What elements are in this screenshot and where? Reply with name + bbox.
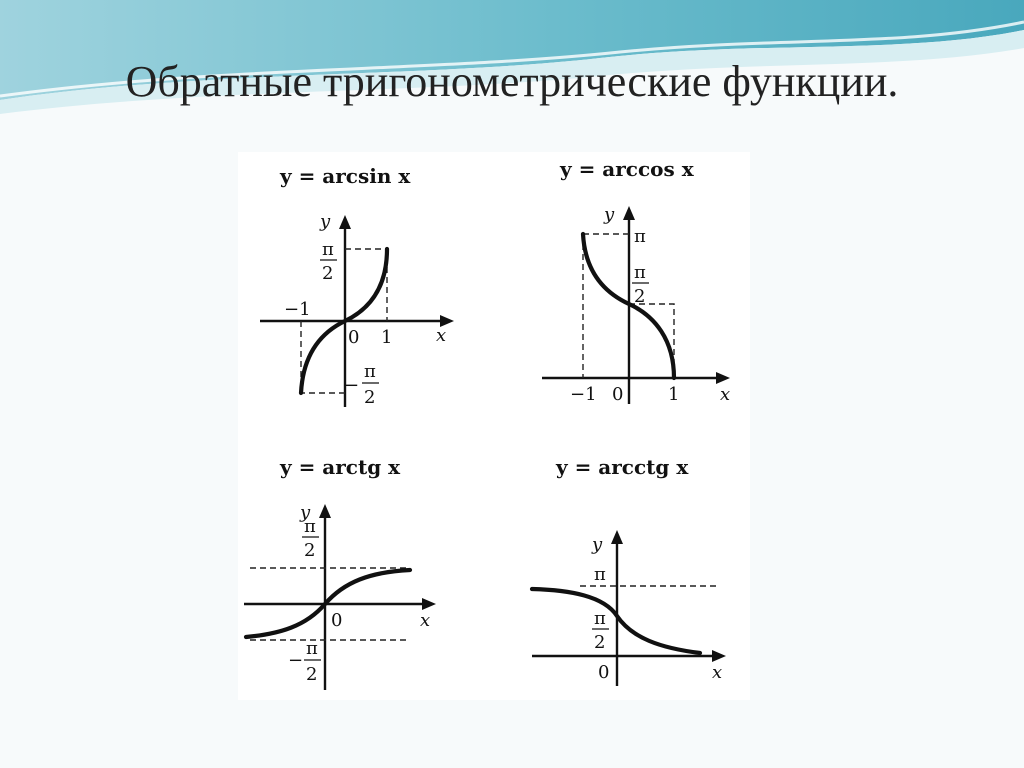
graph-arctg xyxy=(240,448,470,693)
pi-label: π xyxy=(304,516,316,537)
y-axis-arrow xyxy=(611,530,623,544)
tick-zero: 0 xyxy=(612,384,624,405)
x-axis-label: x xyxy=(436,325,447,346)
graph-arcctg xyxy=(520,448,750,693)
x-axis-label: x xyxy=(720,384,731,405)
pi-half-numerator: π xyxy=(634,262,646,283)
x-axis-arrow xyxy=(712,650,726,662)
graph-arccos xyxy=(528,152,758,412)
pi-label: π xyxy=(594,564,606,585)
pi-label: π xyxy=(634,226,646,247)
two-label: 2 xyxy=(322,263,334,284)
y-axis-label: y xyxy=(320,211,331,232)
tick-one: 1 xyxy=(668,384,680,405)
two-label: 2 xyxy=(304,540,316,561)
tick-minus-one: −1 xyxy=(284,299,311,320)
tick-one: 1 xyxy=(381,327,393,348)
minus-sign: − xyxy=(288,650,304,671)
slide-title: Обратные тригонометрические функции. xyxy=(125,57,899,106)
caption-arctg: y = arctg x xyxy=(280,455,401,479)
y-axis-label: y xyxy=(592,534,603,555)
x-axis-label: x xyxy=(420,610,431,631)
two-label-neg: 2 xyxy=(306,664,318,685)
x-axis-arrow xyxy=(422,598,436,610)
caption-arccos: y = arccos x xyxy=(560,157,694,181)
two-label-neg: 2 xyxy=(364,387,376,408)
x-axis-arrow xyxy=(716,372,730,384)
caption-arcctg: y = arcctg x xyxy=(556,455,689,479)
tick-minus-one: −1 xyxy=(570,384,597,405)
pi-half-numerator: π xyxy=(594,608,606,629)
y-axis-arrow xyxy=(319,504,331,518)
graph-arcsin xyxy=(240,155,470,415)
tick-zero: 0 xyxy=(598,662,610,683)
tick-zero: 0 xyxy=(348,327,360,348)
x-axis-label: x xyxy=(712,662,723,683)
two-label: 2 xyxy=(594,632,606,653)
two-label: 2 xyxy=(634,286,646,307)
caption-arcsin: y = arcsin x xyxy=(280,164,411,188)
pi-label: π xyxy=(322,239,334,260)
tick-zero: 0 xyxy=(331,610,343,631)
y-axis-label: y xyxy=(604,204,615,225)
y-axis-arrow xyxy=(623,206,635,220)
y-axis-label: y xyxy=(300,502,311,523)
y-axis-arrow xyxy=(339,215,351,229)
pi-label-neg: π xyxy=(364,361,376,382)
minus-sign: − xyxy=(344,375,360,396)
pi-label-neg: π xyxy=(306,638,318,659)
